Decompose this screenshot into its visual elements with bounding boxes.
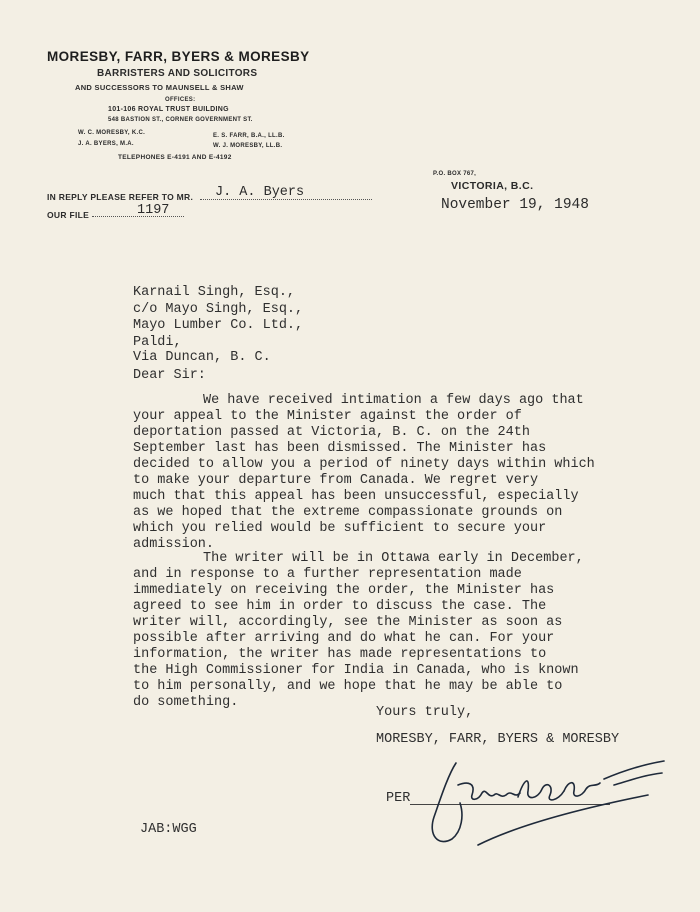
body-paragraph-2 xyxy=(133,551,603,711)
body-paragraph-1 xyxy=(133,393,603,553)
paragraph-line: possible after arriving and do what he can. For your xyxy=(133,631,555,646)
telephone-numbers: TELEPHONES E-4191 AND E-4192 xyxy=(118,154,232,161)
reply-reference-label: IN REPLY PLEASE REFER TO MR. xyxy=(47,192,194,202)
paragraph-line: We have received intimation a few days ago that xyxy=(203,393,584,408)
handwritten-signature xyxy=(418,755,668,855)
firm-name: MORESBY, FARR, BYERS & MORESBY xyxy=(47,49,310,64)
paragraph-line: as we hoped that the extreme compassionate grounds on xyxy=(133,505,563,520)
paragraph-line: to him personally, and we hope that he may be able to xyxy=(133,679,563,694)
address-line: Paldi, xyxy=(133,335,182,350)
reply-reference-value: J. A. Byers xyxy=(215,185,305,200)
paragraph-line: information, the writer has made representations to xyxy=(133,647,547,662)
paragraph-line: deportation passed at Victoria, B. C. on the 24th xyxy=(133,425,530,440)
file-number-value: 1197 xyxy=(137,203,170,218)
paragraph-line: do something. xyxy=(133,695,239,710)
paragraph-line: and in response to a further representation made xyxy=(133,567,522,582)
paragraph-line: to make your departure from Canada. We regret very xyxy=(133,473,539,488)
firm-subtitle: BARRISTERS AND SOLICITORS xyxy=(97,68,258,79)
address-line: Mayo Lumber Co. Ltd., xyxy=(133,318,304,333)
paragraph-line: admission. xyxy=(133,537,215,552)
paragraph-line: decided to allow you a period of ninety days within which xyxy=(133,457,595,472)
paragraph-line: September last has been dismissed. The Minister has xyxy=(133,441,547,456)
typist-initials: JAB:WGG xyxy=(140,822,197,837)
partner-name: J. A. BYERS, M.A. xyxy=(78,141,134,147)
paragraph-line: the High Commissioner for India in Canada, who is known xyxy=(133,663,579,678)
partner-name: W. J. MORESBY, LL.B. xyxy=(213,143,283,149)
paragraph-line: The writer will be in Ottawa early in December, xyxy=(203,551,584,566)
salutation: Dear Sir: xyxy=(133,368,206,383)
po-box: P.O. BOX 767, xyxy=(433,171,477,177)
paragraph-line: which you relied would be sufficient to secure your xyxy=(133,521,547,536)
per-label: PER xyxy=(386,791,411,806)
address-line: Karnail Singh, Esq., xyxy=(133,285,296,300)
closing: Yours truly, xyxy=(376,705,474,720)
offices-label: OFFICES: xyxy=(165,97,196,103)
address-line: c/o Mayo Singh, Esq., xyxy=(133,302,304,317)
paragraph-line: your appeal to the Minister against the order of xyxy=(133,409,522,424)
firm-successors: AND SUCCESSORS TO MAUNSELL & SHAW xyxy=(75,83,244,92)
paragraph-line: writer will, accordingly, see the Minister as soon as xyxy=(133,615,563,630)
city: VICTORIA, B.C. xyxy=(451,180,534,192)
paragraph-line: much that this appeal has been unsuccessful, especially xyxy=(133,489,579,504)
partner-name: W. C. MORESBY, K.C. xyxy=(78,130,146,136)
paragraph-line: immediately on receiving the order, the Minister has xyxy=(133,583,555,598)
closing-firm-name: MORESBY, FARR, BYERS & MORESBY xyxy=(376,732,620,747)
letter-date: November 19, 1948 xyxy=(441,197,589,213)
file-number-label: OUR FILE xyxy=(47,210,90,220)
paragraph-line: agreed to see him in order to discuss the case. The xyxy=(133,599,547,614)
partner-name: E. S. FARR, B.A., LL.B. xyxy=(213,133,285,139)
address-line: Via Duncan, B. C. xyxy=(133,350,271,365)
offices-address-line: 101-106 ROYAL TRUST BUILDING xyxy=(108,106,229,113)
offices-address-line: 548 BASTION ST., CORNER GOVERNMENT ST. xyxy=(108,117,253,123)
